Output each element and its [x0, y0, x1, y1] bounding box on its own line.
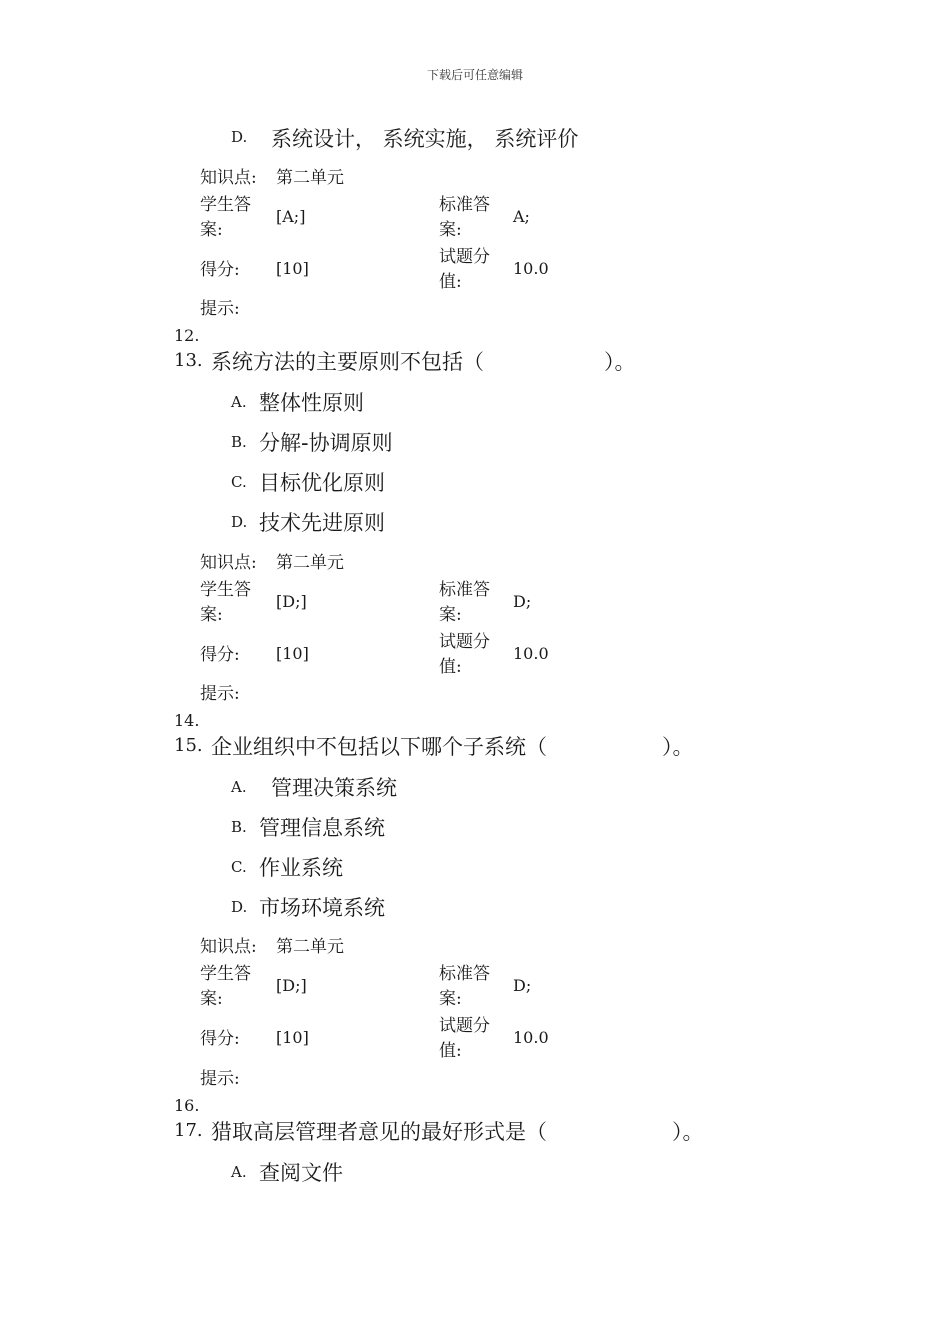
option-text: 技术先进原则	[259, 511, 385, 535]
option-text: 目标优化原则	[259, 471, 385, 495]
student-answer-label-cont: 案:	[200, 989, 223, 1009]
points-label: 试题分	[439, 632, 490, 652]
standard-answer-value: D;	[513, 976, 532, 995]
standard-answer-label: 标准答	[439, 195, 490, 215]
score-value: [10]	[276, 1028, 309, 1047]
option-letter: A.	[231, 1163, 247, 1181]
points-label-cont: 值:	[439, 657, 462, 677]
option-text: 查阅文件	[259, 1161, 343, 1185]
question-number: 16.	[174, 1096, 200, 1115]
question-number: 14.	[174, 711, 200, 730]
question-number: 17.	[174, 1120, 203, 1141]
knowledge-value: 第二单元	[276, 168, 344, 188]
knowledge-label: 知识点:	[200, 553, 257, 573]
option-letter: D.	[231, 898, 248, 916]
question-close: ）。	[672, 1120, 704, 1144]
points-label-cont: 值:	[439, 1041, 462, 1061]
student-answer-label: 学生答	[200, 964, 251, 984]
knowledge-value: 第二单元	[276, 937, 344, 957]
knowledge-label: 知识点:	[200, 937, 257, 957]
score-value: [10]	[276, 644, 309, 663]
score-value: [10]	[276, 259, 309, 278]
points-value: 10.0	[513, 259, 549, 278]
hint-label: 提示:	[200, 299, 240, 319]
points-value: 10.0	[513, 1028, 549, 1047]
student-answer-label: 学生答	[200, 580, 251, 600]
option-letter: D.	[231, 513, 248, 531]
option-letter: B.	[231, 433, 247, 451]
standard-answer-value: A;	[513, 207, 530, 226]
question-close: ）。	[662, 735, 694, 759]
points-label-cont: 值:	[439, 272, 462, 292]
student-answer-value: [A;]	[276, 207, 306, 226]
standard-answer-label: 标准答	[439, 580, 490, 600]
option-text: 市场环境系统	[259, 896, 385, 920]
student-answer-value: [D;]	[276, 976, 307, 995]
option-letter: A.	[231, 778, 247, 796]
option-text: 整体性原则	[259, 391, 364, 415]
option-letter: C.	[231, 473, 247, 491]
option-letter: D.	[231, 128, 248, 146]
standard-answer-label-cont: 案:	[439, 220, 462, 240]
student-answer-label: 学生答	[200, 195, 251, 215]
student-answer-label-cont: 案:	[200, 605, 223, 625]
standard-answer-value: D;	[513, 592, 532, 611]
student-answer-value: [D;]	[276, 592, 307, 611]
option-text: 管理信息系统	[259, 816, 385, 840]
question-number: 12.	[174, 326, 200, 345]
page-header: 下载后可任意编辑	[426, 68, 523, 82]
option-text: 分解-协调原则	[259, 431, 393, 455]
question-number: 13.	[174, 350, 203, 371]
points-label: 试题分	[439, 1016, 490, 1036]
points-label: 试题分	[439, 247, 490, 267]
student-answer-label-cont: 案:	[200, 220, 223, 240]
option-text: 系统设计， 系统实施， 系统评价	[271, 127, 579, 151]
standard-answer-label-cont: 案:	[439, 605, 462, 625]
option-letter: B.	[231, 818, 247, 836]
score-label: 得分:	[200, 260, 240, 280]
option-letter: C.	[231, 858, 247, 876]
question-text: 猎取高层管理者意见的最好形式是（	[211, 1120, 547, 1144]
option-text: 作业系统	[259, 856, 343, 880]
option-text: 管理决策系统	[271, 776, 397, 800]
standard-answer-label-cont: 案:	[439, 989, 462, 1009]
question-text: 企业组织中不包括以下哪个子系统（	[211, 735, 547, 759]
hint-label: 提示:	[200, 684, 240, 704]
hint-label: 提示:	[200, 1069, 240, 1089]
question-close: ）。	[604, 350, 636, 374]
question-text: 系统方法的主要原则不包括（	[211, 350, 484, 374]
score-label: 得分:	[200, 645, 240, 665]
knowledge-label: 知识点:	[200, 168, 257, 188]
knowledge-value: 第二单元	[276, 553, 344, 573]
option-letter: A.	[231, 393, 247, 411]
question-number: 15.	[174, 735, 203, 756]
score-label: 得分:	[200, 1029, 240, 1049]
points-value: 10.0	[513, 644, 549, 663]
standard-answer-label: 标准答	[439, 964, 490, 984]
